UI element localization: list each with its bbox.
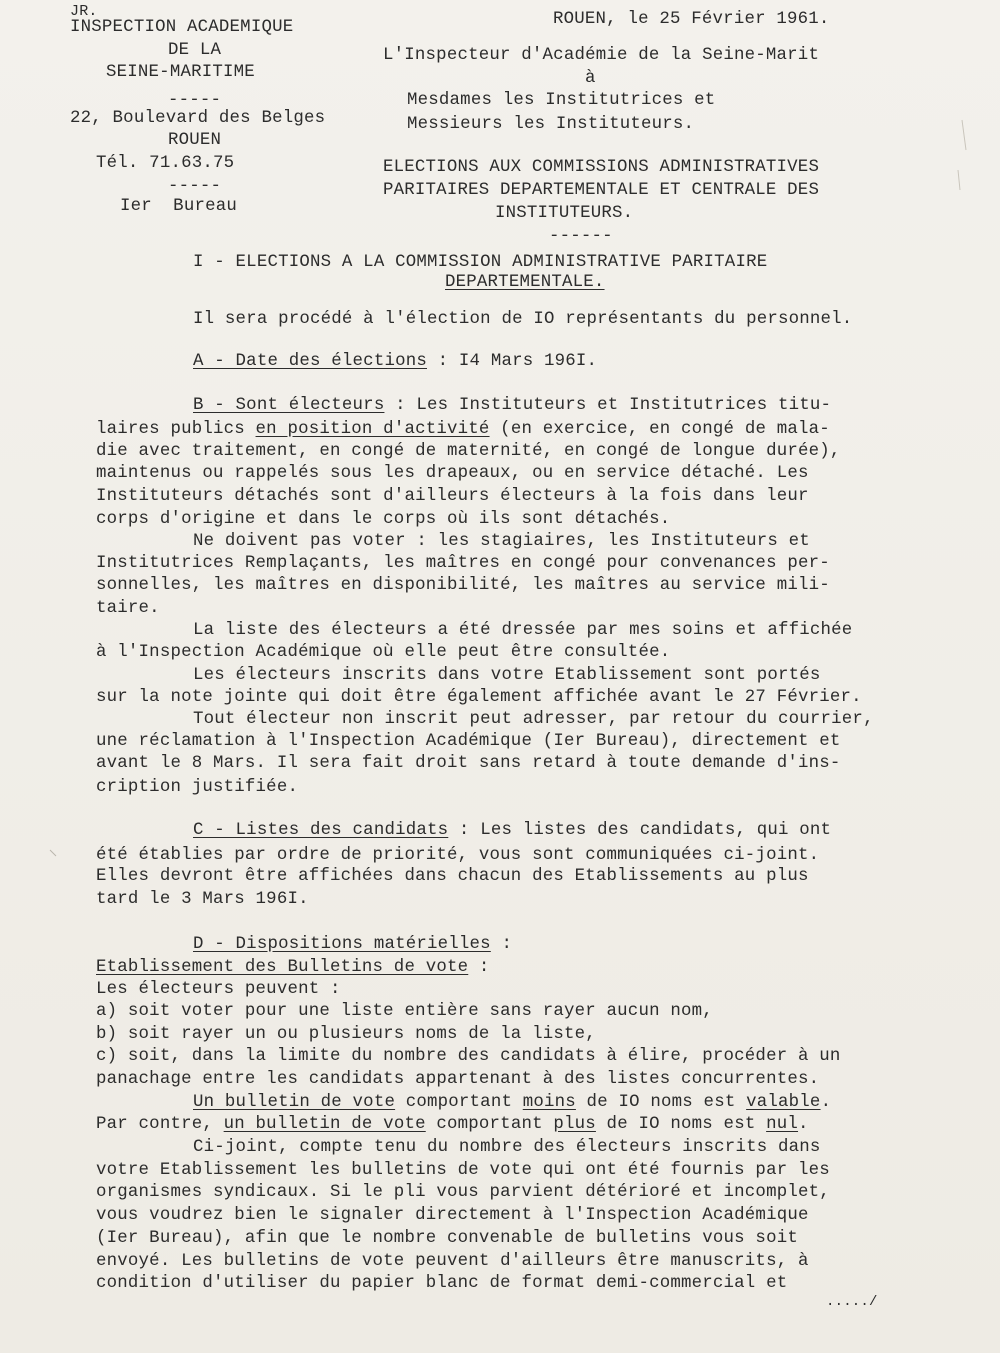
text-d-line13: envoyé. Les bulletins de vote peuvent d'ailleurs être manuscrits, à <box>96 1252 809 1271</box>
text-d-line7e: de IO noms est <box>595 1115 767 1134</box>
telephone: Tél. 71.63.75 <box>96 154 235 173</box>
text-b-line2c: (en exercice, en congé de mala- <box>489 420 830 439</box>
subject-separator: ------ <box>549 227 613 246</box>
heading-b: B - Sont électeurs <box>193 396 385 415</box>
text-b-line11: La liste des électeurs a été dressée par mes soins et affichée <box>193 621 853 640</box>
city: ROUEN <box>168 131 222 150</box>
subheading-d: Etablissement des Bulletins de vote <box>96 958 469 977</box>
text-d-line6 <box>193 1092 831 1114</box>
text-d-line6a: Un bulletin de vote <box>193 1093 396 1112</box>
text-d-line6c: moins <box>522 1093 576 1112</box>
heading-d: D - Dispositions matérielles <box>193 935 491 954</box>
to-word: à <box>585 69 596 88</box>
text-d-line6e: valable <box>746 1093 821 1112</box>
text-b-line1: : Les Instituteurs et Institutrices titu- <box>384 396 832 415</box>
text-d-line11: vous voudrez bien le signaler directement à l'Inspection Académique <box>96 1206 809 1225</box>
date-line: ROUEN, le 25 Février 1961. <box>553 10 830 29</box>
text-d-line7b: un bulletin de vote <box>223 1115 426 1134</box>
text-b-line6: corps d'origine et dans le corps où ils sont détachés. <box>96 510 671 529</box>
text-d-line4: c) soit, dans la limite du nombre des candidats à élire, procéder à un <box>96 1047 841 1066</box>
header-separator-2: ----- <box>168 177 222 196</box>
text-c-line4: tard le 3 Mars 196I. <box>96 890 309 909</box>
continuation-mark: ...../ <box>826 1294 878 1310</box>
text-b-line3: die avec traitement, en congé de maternité, en congé de longue durée), <box>96 442 841 461</box>
text-d-line6d: de IO noms est <box>575 1093 747 1112</box>
section-title-line2: DEPARTEMENTALE. <box>445 273 605 292</box>
text-d-line6b: comportant <box>395 1093 523 1112</box>
text-b-line17: avant le 8 Mars. Il sera fait droit sans retard à toute demande d'ins- <box>96 754 841 773</box>
paragraph-d-heading <box>193 934 512 956</box>
text-b-line14: sur la note jointe qui doit être également affichée avant le 27 Février. <box>96 688 862 707</box>
text-c-line1: : Les listes des candidats, qui ont <box>448 821 832 840</box>
text-b-line9: sonnelles, les maîtres en disponibilité, les maîtres au service mili- <box>96 576 830 595</box>
recipients-line2: Messieurs les Instituteurs. <box>407 115 695 134</box>
paragraph-d-subheading <box>96 957 490 979</box>
text-b-line15: Tout électeur non inscrit peut adresser, par retour du courrier, <box>193 710 874 729</box>
recipients-line1: Mesdames les Institutrices et <box>407 91 716 110</box>
org-name-line2: DE LA <box>168 41 222 60</box>
address: 22, Boulevard des Belges <box>70 109 326 128</box>
text-c-line2: été établies par ordre de priorité, vous sont communiquées ci-joint. <box>96 846 820 865</box>
text-d-line7 <box>96 1114 809 1136</box>
text-d-line14: condition d'utiliser du papier blanc de format demi-commercial et <box>96 1274 788 1293</box>
text-d-line7a: Par contre, <box>96 1115 224 1134</box>
org-name-line3: SEINE-MARITIME <box>106 63 255 82</box>
text-b-line18: cription justifiée. <box>96 778 299 797</box>
sender: L'Inspecteur d'Académie de la Seine-Marit <box>383 46 820 65</box>
paragraph-b-line1 <box>193 395 831 417</box>
text-d-line7g: . <box>798 1115 809 1134</box>
text-d-line2: a) soit voter pour une liste entière sans rayer aucun nom, <box>96 1002 713 1021</box>
heading-c: C - Listes des candidats <box>193 821 449 840</box>
heading-d-tail: : <box>490 935 513 954</box>
text-d-line10: organismes syndicaux. Si le pli vous parvient détérioré et incomplet, <box>96 1183 830 1202</box>
text-d-line8: Ci-joint, compte tenu du nombre des électeurs inscrits dans <box>193 1138 821 1157</box>
subject-line1: ELECTIONS AUX COMMISSIONS ADMINISTRATIVES <box>383 158 820 177</box>
text-d-line1: Les électeurs peuvent : <box>96 980 341 999</box>
section-title-line1: I - ELECTIONS A LA COMMISSION ADMINISTRATIVE PARITAIRE <box>193 253 768 272</box>
text-b-line10: taire. <box>96 599 160 618</box>
text-d-line5: panachage entre les candidats appartenant à des listes concurrentes. <box>96 1070 820 1089</box>
paragraph-b-line2 <box>96 419 830 441</box>
text-b-line8: Institutrices Remplaçants, les maîtres en congé pour convenances per- <box>96 554 830 573</box>
paragraph-c-line1 <box>193 820 831 842</box>
text-b-line16: une réclamation à l'Inspection Académique (Ier Bureau), directement et <box>96 732 841 751</box>
text-d-line9: votre Etablissement les bulletins de vote qui ont été fournis par les <box>96 1161 830 1180</box>
text-b-line5: Instituteurs détachés sont d'ailleurs électeurs à la fois dans leur <box>96 487 809 506</box>
text-d-line7d: plus <box>553 1115 596 1134</box>
text-b-line13: Les électeurs inscrits dans votre Etablissement sont portés <box>193 666 821 685</box>
text-b-line4: maintenus ou rappelés sous les drapeaux, ou en service détaché. Les <box>96 464 809 483</box>
reference-initials: JR. <box>70 3 98 20</box>
org-name-line1: INSPECTION ACADEMIQUE <box>70 18 294 37</box>
text-b-line2b: en position d'activité <box>255 420 490 439</box>
text-b-line7: Ne doivent pas voter : les stagiaires, les Instituteurs et <box>193 532 810 551</box>
heading-a: A - Date des élections <box>193 352 427 371</box>
text-d-line7c: comportant <box>425 1115 554 1134</box>
text-a: : I4 Mars 196I. <box>427 352 598 371</box>
text-b-line2a: laires publics <box>96 420 256 439</box>
text-d-line12: (Ier Bureau), afin que le nombre convenable de bulletins vous soit <box>96 1229 798 1248</box>
subject-line3: INSTITUTEURS. <box>495 204 634 223</box>
section-intro: Il sera procédé à l'élection de IO représentants du personnel. <box>193 310 853 329</box>
paragraph-a <box>193 351 597 373</box>
text-c-line3: Elles devront être affichées dans chacun des Etablissements au plus <box>96 867 809 886</box>
text-d-line6f: . <box>820 1093 832 1112</box>
text-b-line12: à l'Inspection Académique où elle peut être consultée. <box>96 643 671 662</box>
subject-line2: PARITAIRES DEPARTEMENTALE ET CENTRALE DES <box>383 181 820 200</box>
text-d-line7f: nul <box>766 1115 799 1134</box>
subheading-d-tail: : <box>468 958 490 977</box>
header-separator: ----- <box>168 91 222 110</box>
office: Ier Bureau <box>120 197 237 216</box>
text-d-line3: b) soit rayer un ou plusieurs noms de la liste, <box>96 1025 596 1044</box>
